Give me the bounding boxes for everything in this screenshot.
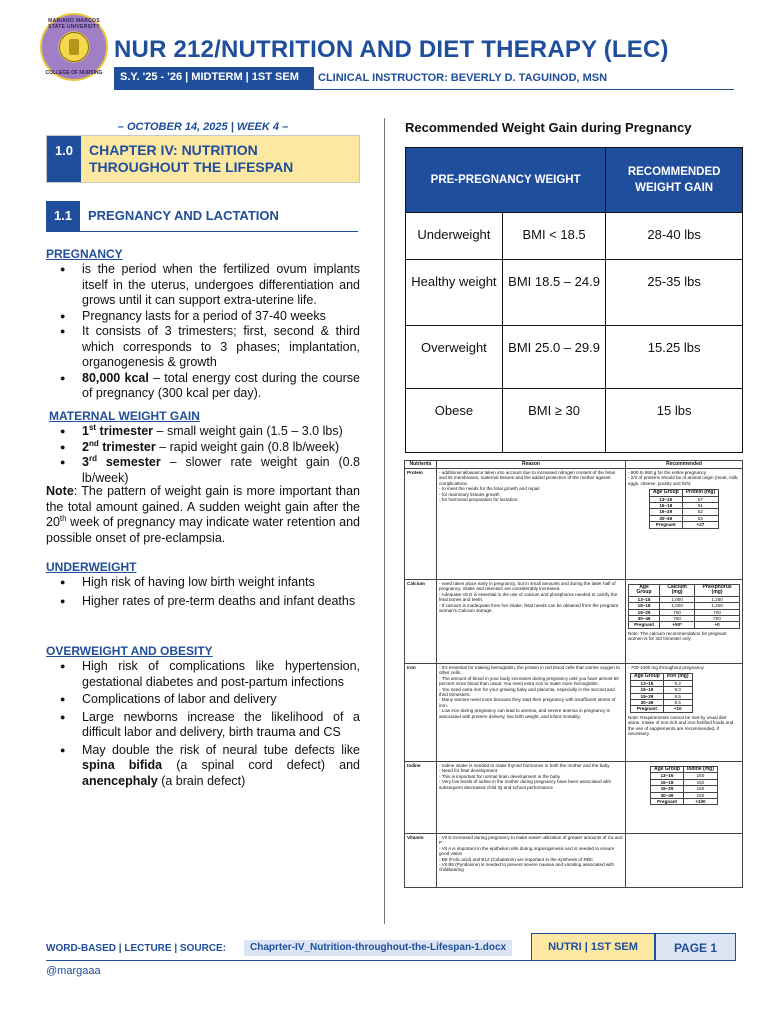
weight-gain-table-title: Recommended Weight Gain during Pregnancy xyxy=(405,120,692,135)
footer-divider xyxy=(46,960,736,961)
table-row: Vitamin - Vit D increased during pregnancy to make easier utilization of greater amounts of Ca and P - Vit A is important in the epithelial cells during organogenesis and is needed to ensure good vision - B9 (Folic acid) and B12 (Cobalamin) are important in the synthesis of RBC - Vit B6 (Pyridoxine) is needed to prevent severe nausea and vomiting associated with childbearing xyxy=(405,834,743,888)
author-handle: @margaaa xyxy=(46,965,101,977)
list-item: ● Pregnancy lasts for a period of 37-40 weeks xyxy=(60,309,360,325)
table-row: Calcium - need takes place early in pregnancy, but in small amounts and during the latter half of pregnancy, intake and retention are considerably increased. - Adequate Vit D is essential in the use of calcium and phosphorus needed to calcify the fetal bones and teeth. - If calcium is inadequate from her intake, fetal needs can be obtained from the pregnant woman's Calcium storage. Age Group Calcium (mg) Phosphorus (mg) 13–15 1,000 1,250 16–18 1,000 1,250 19–29 750 700 30–49 750 700 Pregnant +50* +0 Note: The calcium recommendation for pregnant women is for 3rd trimester only xyxy=(405,580,743,664)
table-row: Overweight BMI 25.0 – 29.9 15.25 lbs xyxy=(406,326,743,389)
heading-maternal-weight-gain: MATERNAL WEIGHT GAIN xyxy=(49,409,200,423)
maternal-note: Note: The pattern of weight gain is more important than the total amount gained. A sudden weight gain after the 20th week of pregnancy may indicate water retention and possible onset of pre-eclampsia. xyxy=(46,484,360,545)
logo-emblem xyxy=(59,32,89,62)
logo-text-bottom: COLLEGE OF NURSING xyxy=(45,70,103,76)
column-header: PRE-PREGNANCY WEIGHT xyxy=(406,148,606,213)
university-logo xyxy=(40,13,108,81)
page-number: PAGE 1 xyxy=(655,933,736,961)
iodine-mini-table: Age Group Iodine (mg) 13–15 150 16–18 150 19–29 150 30–49 150 Pregnant +100 xyxy=(650,766,718,805)
list-item: ● It consists of 3 trimesters; first, second & third which corresponds to 3 phases; implantation, organogenesis & growth xyxy=(60,324,360,371)
logo-text-top: MARIANO MARCOS STATE UNIVERSITY xyxy=(48,18,100,30)
iron-mini-table: Age Group Iron (mg) 13–15 9.2 16–18 9.0 19–29 8.5 30–49 8.5 Pregnant +10 xyxy=(630,673,693,712)
protein-mini-table: Age Group Protein (mg) 13–15 57 16–18 51 19–29 52 30–49 52 Pregnant +27 xyxy=(649,489,719,528)
list-item: ● Complications of labor and delivery xyxy=(60,692,360,708)
list-item: ● 3rd semester – slower rate weight gain (0.8 lb/week) xyxy=(60,455,360,486)
course-tag: NUTRI | 1ST SEM xyxy=(531,933,655,961)
list-item: ● 1st trimester – small weight gain (1.5 – 3.0 lbs) xyxy=(60,424,360,440)
section-chapter xyxy=(46,135,360,183)
column-header: Nutrients xyxy=(405,461,437,469)
weight-gain-table xyxy=(405,147,743,453)
section-underline xyxy=(46,231,358,232)
heading-pregnancy: PREGNANCY xyxy=(46,247,123,261)
calcium-mini-table: Age Group Calcium (mg) Phosphorus (mg) 13–15 1,000 1,250 16–18 1,000 1,250 19–29 750 700 30–49 750 700 Pregnant +50* +0 xyxy=(628,584,740,629)
section-pregnancy-lactation xyxy=(46,201,358,231)
maternal-list xyxy=(60,424,360,486)
list-item: ● May double the risk of neural tube defects like spina bifida (a spinal cord defect) and anencephaly (a brain defect) xyxy=(60,743,360,790)
table-row: Protein - additional allowance taken into account due to increased nitrogen content of the fetus and its membranes, maternal tissues and the added protection of the mother against complications. - to meet the needs for the fetal growth and repair - for mammary tissues growth - for hormonal preparation for lactation. - 900 to 950 g for the entire pregnancy - 2/3 of proteins should be of animal origin (meat, milk, eggs, cheese, poultry and fish) Age Group Protein (mg) 13–15 57 16–18 51 19–29 52 30–49 52 Pregnant +27 xyxy=(405,469,743,580)
section-number: 1.0 xyxy=(47,136,81,182)
pregnancy-list xyxy=(60,262,360,402)
heading-underweight: UNDERWEIGHT xyxy=(46,560,137,574)
list-item: ● Higher rates of pre-term deaths and infant deaths xyxy=(60,594,360,610)
section-title: PREGNANCY AND LACTATION xyxy=(88,208,279,223)
section-number: 1.1 xyxy=(46,201,80,231)
instructor-label: CLINICAL INSTRUCTOR: BEVERLY D. TAGUINOD, MSN xyxy=(318,72,608,84)
source-file-link[interactable]: Chaprter-IV_Nutrition-throughout-the-Lifespan-1.docx xyxy=(244,940,512,956)
list-item: ● 2nd trimester – rapid weight gain (0.8 lb/week) xyxy=(60,440,360,456)
footer-label: WORD-BASED | LECTURE | SOURCE: xyxy=(46,943,227,954)
overweight-list xyxy=(60,659,360,789)
list-item: ● 80,000 kcal – total energy cost during the course of pregnancy (300 kcal per day). xyxy=(60,371,360,402)
list-item: ● High risk of having low birth weight infants xyxy=(60,575,360,591)
column-header: Recommended xyxy=(626,461,743,469)
underweight-list xyxy=(60,575,360,609)
table-row: Underweight BMI < 18.5 28-40 lbs xyxy=(406,213,743,260)
nutrients-table xyxy=(404,460,743,888)
column-divider xyxy=(384,118,385,924)
column-header: RECOMMENDED WEIGHT GAIN xyxy=(606,148,743,213)
list-item: ● High risk of complications like hypertension, gestational diabetes and post-partum infections xyxy=(60,659,360,690)
column-header: Reason xyxy=(437,461,626,469)
table-row: Iodine - Iodine intake is needed to make thyroid hormones in both the mother and the baby - Need for fetal development - This is important for normal brain development in the baby - Very low levels of iodine in the mother during pregnancy have been associated with subsequent decreased child IQ and school performance Age Group Iodine (mg) 13–15 150 16–18 150 19–29 150 30–49 150 Pregnant +100 xyxy=(405,762,743,834)
lecture-date: – OCTOBER 14, 2025 | WEEK 4 – xyxy=(117,121,289,133)
list-item: ● is the period when the fertilized ovum implants itself in the uterus, undergoes differentiation and grows until it can support extra-uterine life. xyxy=(60,262,360,309)
table-row: Obese BMI ≥ 30 15 lbs xyxy=(406,389,743,453)
term-bar: S.Y. '25 - '26 | MIDTERM | 1ST SEM xyxy=(114,67,314,89)
heading-overweight-obesity: OVERWEIGHT AND OBESITY xyxy=(46,644,213,658)
table-row: Iron - It's essential for making hemoglobin, the protein in red blood cells that carries oxygen to other cells. - The amount of blood in your body increases during pregnancy until you have almost 50 percent more blood than usual. You need extra iron to make more hemoglobin. - You need extra iron for your growing baby and placenta, especially in the second and third trimesters. - Many women need more because they start their pregnancy with insufficient stores of iron. - Low iron during pregnancy can lead to anemia, and severe anemia in pregnancy is associated with preterm delivery, low birth weight, and infant mortality. - 700-1000 mg throughout pregnancy Age Group Iron (mg) 13–15 9.2 16–18 9.0 19–29 8.5 30–49 8.5 Pregnant +10 Note: Requirements cannot be met by usual diet alone. Intake of iron-rich and iron-fortified foods and the use of supplements are recommended, if necessary. xyxy=(405,664,743,762)
list-item: ● Large newborns increase the likelihood of a difficult labor and delivery, birth trauma and CS xyxy=(60,710,360,741)
course-title: NUR 212/NUTRITION AND DIET THERAPY (LEC) xyxy=(114,36,669,63)
section-title: CHAPTER IV: NUTRITION THROUGHOUT THE LIFESPAN xyxy=(81,136,359,182)
header-divider xyxy=(114,89,734,90)
table-row: Healthy weight BMI 18.5 – 24.9 25-35 lbs xyxy=(406,260,743,326)
